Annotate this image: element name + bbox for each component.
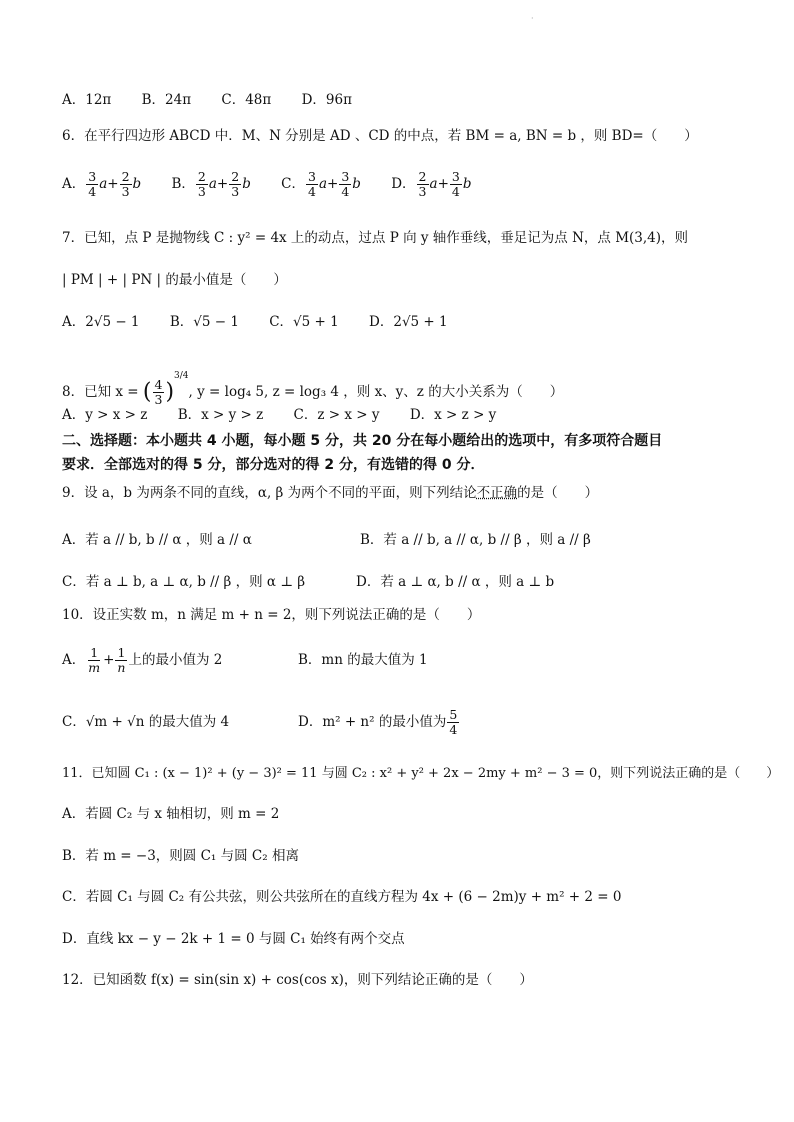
q9-option-d: D．若 a ⊥ α, b // α ，则 a ⊥ b (356, 574, 555, 590)
q11-option-b: B．若 m = −3，则圆 C₁ 与圆 C₂ 相离 (62, 848, 299, 864)
q8-option-a: A．y > x > z (62, 407, 148, 423)
q7-option-d: D．2√5 + 1 (369, 314, 448, 330)
q8-option-b: B．x > y > z (177, 407, 264, 423)
q6-stem: 6．在平行四边形 ABCD 中．M、N 分别是 AD 、CD 的中点，若 BM = a, BN = b ，则 BD=（ ） (62, 128, 698, 144)
q10-option-a: A． $\frac{1}{m}$ + $\frac{1}{n}$ 上的最小值为 2 (62, 645, 223, 675)
q8-stem: 8．已知 x = ( $\frac{4}{3}$ )$^{3/4}$, y = log₄ 5, z = log₃ 4 ，则 x、y、z 的大小关系为（ ） (62, 371, 564, 407)
q6-options (62, 168, 497, 200)
q8-exponent: 3/4 (174, 371, 189, 381)
q7-option-a: A．2√5 − 1 (62, 314, 140, 330)
q10-stem: 10．设正实数 m，n 满足 m + n = 2，则下列说法正确的是（ ） (62, 607, 481, 623)
q9-option-a: A．若 a // b, b // α ，则 a // α (62, 532, 252, 548)
q8-options (62, 405, 522, 425)
q10-option-c: C．√m + √n 的最大值为 4 (62, 714, 230, 730)
q7-options (62, 312, 474, 332)
q8-option-c: C．z > x > y (293, 407, 380, 423)
q9-options-row2 (62, 572, 742, 592)
q9-option-b: B．若 a // b, a // α, b // β ，则 a // β (360, 532, 591, 548)
q10-option-d: D．m² + n² 的最小值为 $\frac{5}{4}$ (298, 707, 458, 737)
q12-stem: 12．已知函数 f(x) = sin(sin x) + cos(cos x)，则下列结论正确的是（ ） (62, 972, 533, 988)
q7-stem-line2: | PM | + | PN | 的最小值是（ ） (62, 272, 287, 288)
q9-options-row1 (62, 530, 742, 550)
q7-option-c: C．√5 + 1 (269, 314, 339, 330)
q11-option-a: A．若圆 C₂ 与 x 轴相切，则 m = 2 (62, 806, 280, 822)
q8-option-d: D．x > z > y (409, 407, 497, 423)
q7-option-b: B．√5 − 1 (169, 314, 239, 330)
q10-options-row2 (62, 704, 742, 740)
q9-option-c: C．若 a ⊥ b, a ⊥ α, b // β ，则 α ⊥ β (62, 574, 306, 590)
q5-option-b: B．24π (141, 92, 192, 108)
q5-options (62, 90, 378, 110)
q6-option-b: B． $\frac{2}{3}$ a+ $\frac{2}{3}$ b (171, 169, 251, 199)
q11-stem: 11．已知圆 C₁ : (x − 1)² + (y − 3)² = 11 与圆 C₂ : x² + y² + 2x − 2my + m² − 3 = 0，则下列说法正确的是（ ） (62, 766, 780, 781)
q5-option-d: D．96π (301, 92, 352, 108)
scan-mark: · (531, 14, 534, 23)
q5-option-c: C．48π (221, 92, 272, 108)
section2-heading-line1: 二、选择题：本小题共 4 小题，每小题 5 分，共 20 分在每小题给出的选项中，有多项符合题目 (62, 433, 663, 449)
q10-options-row1 (62, 642, 742, 678)
q6-option-a: A． $\frac{3}{4}$ a+ $\frac{2}{3}$ b (62, 169, 142, 199)
q6-option-c: C． $\frac{3}{4}$ a+ $\frac{3}{4}$ b (281, 169, 361, 199)
q9-stem: 9．设 a，b 为两条不同的直线，α, β 为两个不同的平面，则下列结论不正确的是（ ） (62, 485, 599, 501)
q11-option-d: D．直线 kx − y − 2k + 1 = 0 与圆 C₁ 始终有两个交点 (62, 931, 405, 947)
q11-option-c: C．若圆 C₁ 与圆 C₂ 有公共弦，则公共弦所在的直线方程为 4x + (6 − 2m)y + m² + 2 = 0 (62, 889, 622, 905)
q7-stem-line1: 7．已知，点 P 是抛物线 C : y² = 4x 上的动点，过点 P 向 y 轴作垂线，垂足记为点 N，点 M(3,4)，则 (62, 230, 689, 246)
q5-option-a: A．12π (62, 92, 112, 108)
section2-heading-line2: 要求．全部选对的得 5 分，部分选对的得 2 分，有选错的得 0 分． (62, 457, 485, 473)
q9-emphasis: 不正确 (476, 485, 518, 501)
q6-option-d: D． $\frac{2}{3}$ a+ $\frac{3}{4}$ b (391, 169, 472, 199)
q10-option-b: B．mn 的最大值为 1 (298, 652, 428, 668)
